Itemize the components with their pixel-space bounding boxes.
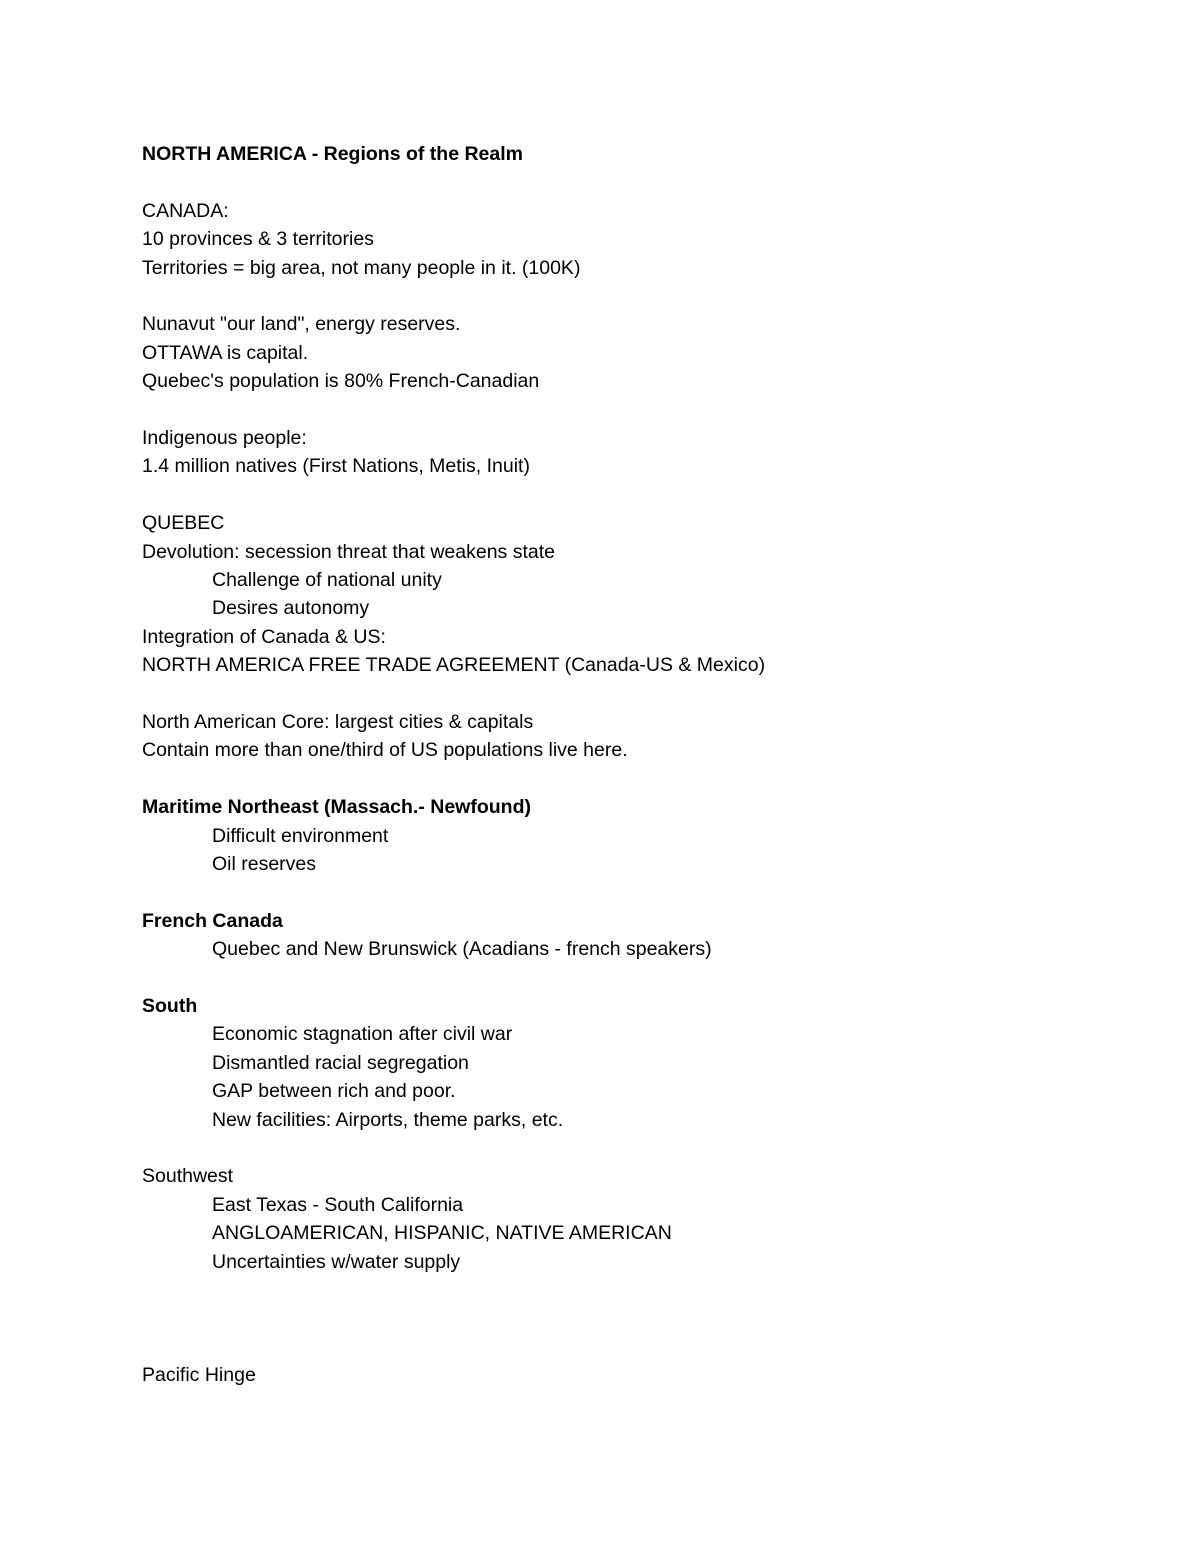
document-body (142, 140, 1142, 1390)
south-point: GAP between rich and poor. (212, 1080, 456, 1103)
spacer (142, 481, 1142, 509)
southwest-heading: Southwest (142, 1165, 234, 1188)
canada-line: Territories = big area, not many people in it. (100K) (142, 256, 581, 279)
quebec-nafta: NORTH AMERICA FREE TRADE AGREEMENT (Canada-US & Mexico) (142, 654, 766, 677)
maritime-point: Oil reserves (212, 853, 317, 876)
core-line: Contain more than one/third of US populations live here. (142, 739, 628, 762)
maritime-point: Difficult environment (212, 824, 389, 847)
spacer (142, 878, 1142, 906)
core-line: North American Core: largest cities & capitals (142, 711, 534, 734)
canada-fact: OTTAWA is capital. (142, 341, 309, 364)
french-canada-heading: French Canada (142, 909, 283, 932)
document-title: NORTH AMERICA - Regions of the Realm (142, 143, 523, 165)
canada-heading: CANADA: (142, 199, 229, 222)
indigenous-line: 1.4 million natives (First Nations, Metis, Inuit) (142, 455, 530, 478)
maritime-heading: Maritime Northeast (Massach.- Newfound) (142, 796, 531, 819)
spacer (142, 1276, 1142, 1361)
quebec-devolution: Devolution: secession threat that weakens state (142, 540, 555, 563)
south-point: Economic stagnation after civil war (212, 1023, 513, 1046)
spacer (142, 168, 1142, 196)
southwest-point: Uncertainties w/water supply (212, 1250, 461, 1273)
spacer (142, 282, 1142, 310)
french-canada-point: Quebec and New Brunswick (Acadians - french speakers) (212, 938, 712, 961)
south-point: Dismantled racial segregation (212, 1051, 469, 1074)
quebec-devolution-point: Challenge of national unity (212, 569, 442, 592)
canada-line: 10 provinces & 3 territories (142, 228, 374, 251)
quebec-integration: Integration of Canada & US: (142, 625, 386, 648)
quebec-heading: QUEBEC (142, 512, 225, 535)
pacific-hinge-heading: Pacific Hinge (142, 1364, 256, 1387)
south-point: New facilities: Airports, theme parks, etc. (212, 1108, 564, 1131)
quebec-devolution-point: Desires autonomy (212, 597, 370, 620)
south-heading: South (142, 995, 198, 1018)
spacer (142, 1134, 1142, 1162)
southwest-point: ANGLOAMERICAN, HISPANIC, NATIVE AMERICAN (212, 1222, 672, 1245)
spacer (142, 964, 1142, 992)
spacer (142, 680, 1142, 708)
spacer (142, 765, 1142, 793)
southwest-point: East Texas - South California (212, 1193, 464, 1216)
indigenous-heading: Indigenous people: (142, 427, 307, 450)
canada-fact: Nunavut "our land", energy reserves. (142, 313, 461, 336)
spacer (142, 396, 1142, 424)
canada-fact: Quebec's population is 80% French-Canadian (142, 370, 540, 393)
